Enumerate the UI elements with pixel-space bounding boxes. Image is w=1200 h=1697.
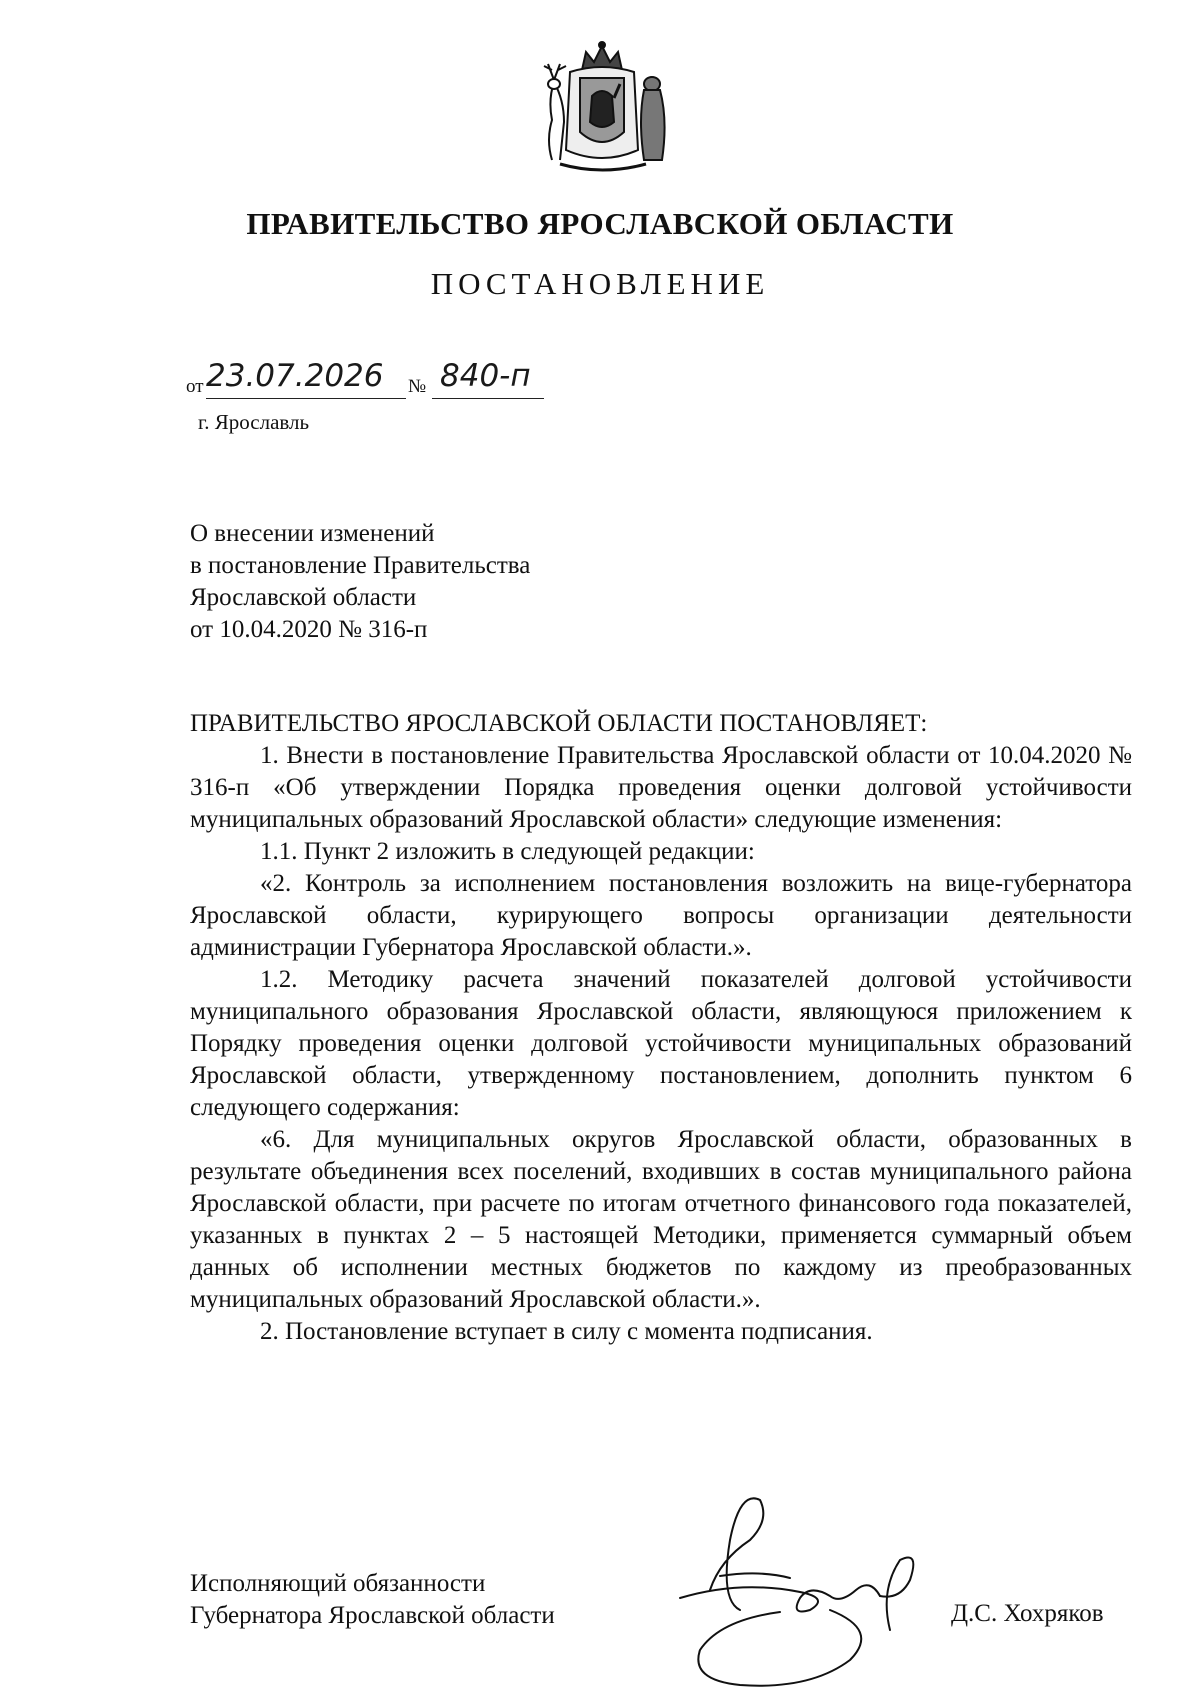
subject-line: О внесении изменений xyxy=(190,520,435,547)
paragraph-2: 2. Постановление вступает в силу с момента подписания. xyxy=(260,1318,873,1345)
handwritten-date: 23.07.2026 xyxy=(206,358,384,394)
handwritten-signature xyxy=(660,1480,950,1690)
paragraph-1: 1. Внести в постановление Правительства Ярославской области от 10.04.2020 № 316-п «Об утверждении Порядка проведения оценки долговой устойчивости муниципальных образований Ярославской области» следующие изменения: xyxy=(190,742,1132,833)
government-title: ПРАВИТЕЛЬСТВО ЯРОСЛАВСКОЙ ОБЛАСТИ xyxy=(246,206,954,241)
paragraph-quote-6: «6. Для муниципальных округов Ярославской области, образованных в результате объединения всех поселений, входивших в состав муниципального района Ярославской области, при расчете по итогам отчетного финансового года показателей, указанных в пунктах 2 – 5 настоящей Методики, применяется суммарный объем данных об исполнении местных бюджетов по каждому из преобразованных муниципальных образований Ярославской области.». xyxy=(190,1126,1132,1313)
signatory-name: Д.С. Хохряков xyxy=(951,1600,1104,1627)
date-underline xyxy=(206,398,406,399)
signatory-title-line: Губернатора Ярославской области xyxy=(190,1602,555,1629)
document-subject xyxy=(190,518,530,646)
subject-line: в постановление Правительства xyxy=(190,552,531,579)
number-underline xyxy=(432,398,544,399)
paragraph-1-2: 1.2. Методику расчета значений показателей долговой устойчивости муниципального образования Ярославской области, являющуюся приложением к Порядку проведения оценки долговой устойчивости муниципальных образований Ярославской области, утвержденному постановлением, дополнить пунктом 6 следующего содержания: xyxy=(190,966,1132,1121)
signatory-title xyxy=(190,1568,555,1632)
document-type-title: ПОСТАНОВЛЕНИЕ xyxy=(430,266,770,301)
city-label: г. Ярославль xyxy=(198,410,310,434)
paragraph-1-1: 1.1. Пункт 2 изложить в следующей редакции: xyxy=(260,838,755,865)
date-prefix: от xyxy=(186,376,204,397)
registration-line xyxy=(186,358,546,402)
signatory-title-line: Исполняющий обязанности xyxy=(190,1570,486,1597)
number-prefix: № xyxy=(408,376,427,397)
handwritten-number: 840-п xyxy=(440,358,531,394)
subject-line: от 10.04.2020 № 316-п xyxy=(190,616,428,643)
subject-line: Ярославской области xyxy=(190,584,417,611)
coat-of-arms-emblem xyxy=(530,40,675,180)
decree-statement: ПРАВИТЕЛЬСТВО ЯРОСЛАВСКОЙ ОБЛАСТИ ПОСТАНОВЛЯЕТ: xyxy=(190,710,928,737)
paragraph-quote-2: «2. Контроль за исполнением постановления возложить на вице-губернатора Ярославской области, курирующего вопросы организации деятельности администрации Губернатора Ярославской области.». xyxy=(190,870,1132,961)
document-body xyxy=(190,708,1132,1348)
